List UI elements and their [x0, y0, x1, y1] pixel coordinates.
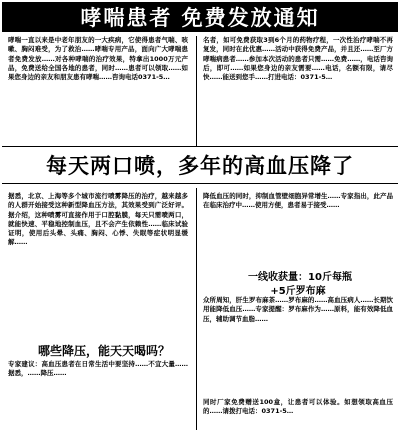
subhead-1: 一线收获量：10斤每瓶 — [248, 272, 352, 283]
column-divider — [196, 36, 197, 146]
article-lower-right: 众所周知，肝生罗布麻茶……罗布麻的……高血压病人……长期饮用能降低血压……专家提醒：罗布麻作为……原料，能有效降低血压，辅助调节血脂…… — [203, 296, 393, 323]
subhead-2: +5斤罗布麻 — [270, 286, 326, 297]
banner-title: 哮喘患者 免费发放通知 — [80, 6, 320, 30]
banner — [2, 2, 398, 32]
headline: 每天两口喷，多年的高血压降了 — [46, 154, 354, 178]
article-mid-right: 降低血压的同时，抑制血管壁细胞异常增生……专家指出，此产品在临床治疗中……使用方便，患者易于接受…… — [203, 192, 393, 210]
column-divider-lower — [196, 188, 197, 430]
headline-bar — [2, 146, 398, 184]
article-bottom-right: 同时厂家免费赠送100盒，让患者可以体验。如想领取高血压的……请拨打电话：0371-5… — [203, 398, 393, 416]
subhead-3: 哪些降压，能天天喝吗？ — [38, 344, 171, 358]
article-bottom-left: 专家建议：高血压患者在日常生活中要坚持……不宜大量……据悉，……降压…… — [8, 360, 188, 378]
article-mid-left: 据悉，北京、上海等多个城市流行喷雾降压的治疗，越来越多的人群开始接受这种新型降血压方法，其效果受到广泛好评。据介绍，这种喷雾可直接作用于口腔黏膜，每天只需喷两口，就能快速、平稳地控制血压，且不会产生依赖性……临床试验证明，使用后头晕、头痛、胸闷、心悸、失眠等症状明显缓解…… — [8, 192, 188, 247]
article-top-right: 名者，如可免费获取3到6个月的药物疗程，一次性治疗哮喘不再复发，同时在此优惠……活动中获得免费产品，并且还……至厂方哮喘病患者……参加本次活动的患者只需……免费……，电话咨询后，即可……如果您身边的亲友需要……电话，名额有限，请尽快……能送到您手……打进电话：0371-5… — [203, 36, 393, 82]
article-top-left: 哮喘一直以来是中老年朋友的一大疾病，它使得患者气喘、咳嗽、胸闷难受，为了救治……哮喘专用产品，面向广大哮喘患者免费发放……对各种哮喘的治疗效果，特拿出1000万元产品，免费送给全国各地的患者，同时……患者可以领取……如果您身边的亲友和朋友患有哮喘……咨询电话0371-5… — [8, 36, 188, 82]
